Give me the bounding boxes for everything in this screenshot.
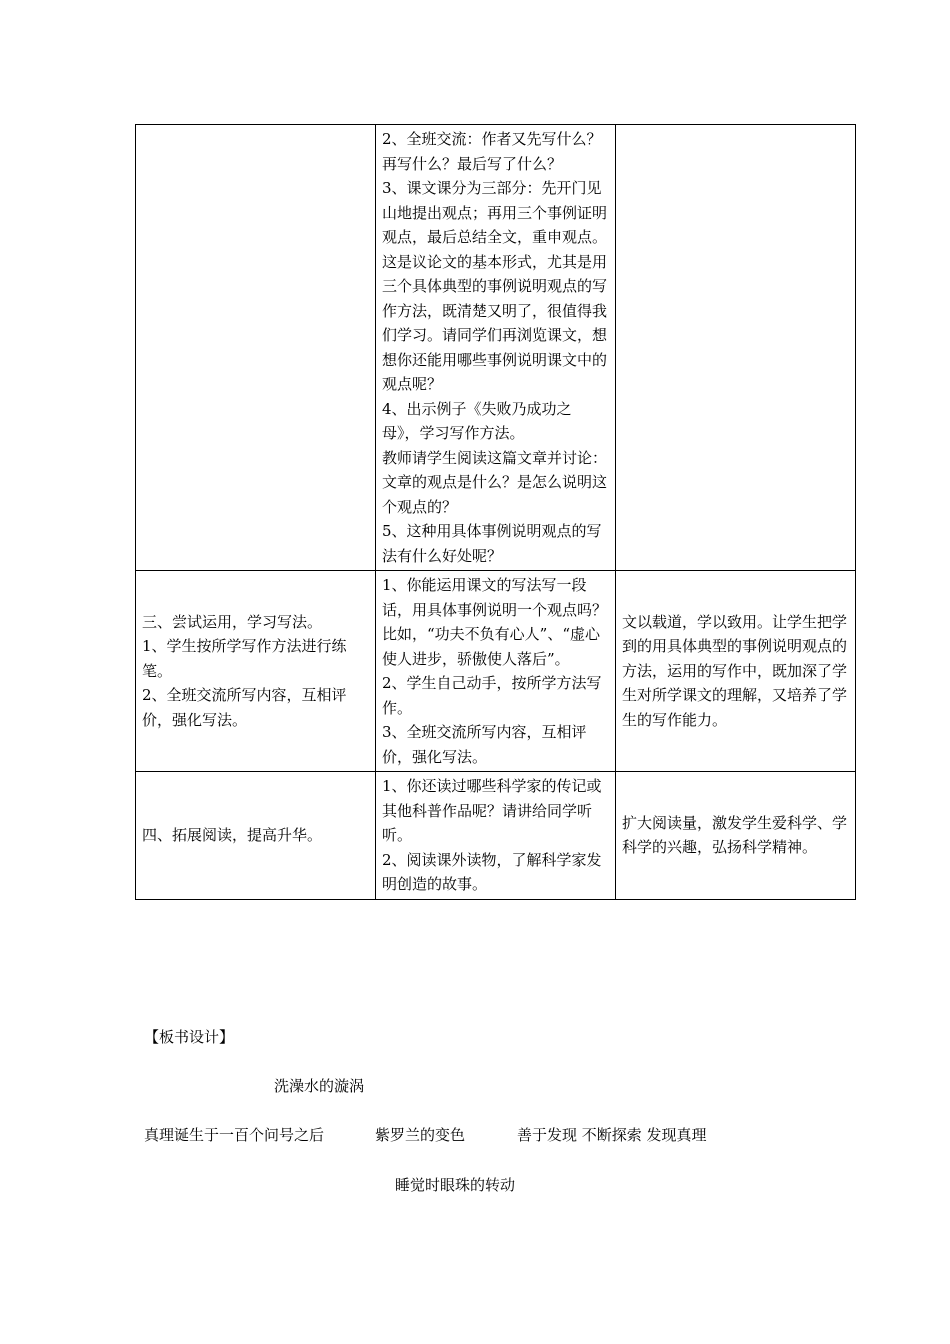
board-line-bottom: 睡觉时眼珠的转动 — [395, 1176, 516, 1194]
stage-cell — [136, 772, 376, 900]
table-row — [136, 571, 856, 772]
activity-paragraph: 2、阅读课外读物，了解科学家发明创造的故事。 — [382, 850, 602, 893]
board-line-middle: 紫罗兰的变色 — [375, 1126, 466, 1144]
activity-paragraph: 2、学生自己动手，按所学方法写作。 — [382, 674, 602, 717]
activity-paragraph: 1、你能运用课文的写法写一段话，用具体事例说明一个观点吗？比如，“功夫不负有心人”、“虚心使人进步，骄傲使人落后”。 — [382, 576, 608, 668]
lesson-plan-table — [135, 124, 856, 900]
activity-paragraph: 3、全班交流所写内容，互相评价，强化写法。 — [382, 723, 587, 766]
board-line-top: 洗澡水的漩涡 — [274, 1077, 365, 1095]
table-row — [136, 772, 856, 900]
stage-paragraph: 2、全班交流所写内容，互相评价，强化写法。 — [142, 686, 347, 729]
stage-cell — [136, 125, 376, 571]
board-line-conclusion: 善于发现 不断探索 发现真理 — [517, 1126, 707, 1144]
stage-cell — [136, 571, 376, 772]
activity-paragraph: 3、课文课分为三部分：先开门见山地提出观点；再用三个事例证明观点，最后总结全文，重申观点。这是议论文的基本形式，尤其是用三个具体典型的事例说明观点的写作方法，既清楚又明了，很值得我们学习。请同学们再浏览课文，想想你还能用哪些事例说明课文中的观点呢？ — [382, 179, 608, 393]
intent-paragraph: 扩大阅读量，激发学生爱科学、学科学的兴趣，弘扬科学精神。 — [622, 813, 848, 857]
activity-cell — [376, 772, 616, 900]
activity-paragraph: 4、出示例子《失败乃成功之母》，学习写作方法。 — [382, 399, 572, 442]
activity-paragraph: 1、你还读过哪些科学家的传记或其他科普作品呢？请讲给同学听听。 — [382, 777, 602, 844]
intent-paragraph: 文以载道，学以致用。让学生把学到的用具体典型的事例说明观点的方法，运用的写作中，既加深了学生对所学课文的理解，又培养了学生的写作能力。 — [622, 612, 848, 729]
activity-paragraph: 教师请学生阅读这篇文章并讨论：文章的观点是什么？是怎么说明这个观点的？ — [382, 448, 608, 516]
activity-cell — [376, 571, 616, 772]
stage-paragraph: 1、学生按所学写作方法进行练笔。 — [142, 637, 347, 680]
intent-cell — [616, 772, 856, 900]
activity-paragraph: 5、这种用具体事例说明观点的写法有什么好处呢？ — [382, 522, 602, 565]
intent-cell — [616, 125, 856, 571]
activity-paragraph: 2、全班交流：作者又先写什么？再写什么？最后写了什么？ — [382, 130, 602, 173]
stage-paragraph: 三、尝试运用，学习写法。 — [142, 612, 323, 631]
table-row — [136, 125, 856, 571]
board-design-heading: 【板书设计】 — [144, 1028, 235, 1046]
board-line-title: 真理诞生于一百个问号之后 — [144, 1126, 325, 1144]
intent-cell — [616, 571, 856, 772]
activity-cell — [376, 125, 616, 571]
stage-paragraph: 四、拓展阅读，提高升华。 — [142, 826, 323, 844]
